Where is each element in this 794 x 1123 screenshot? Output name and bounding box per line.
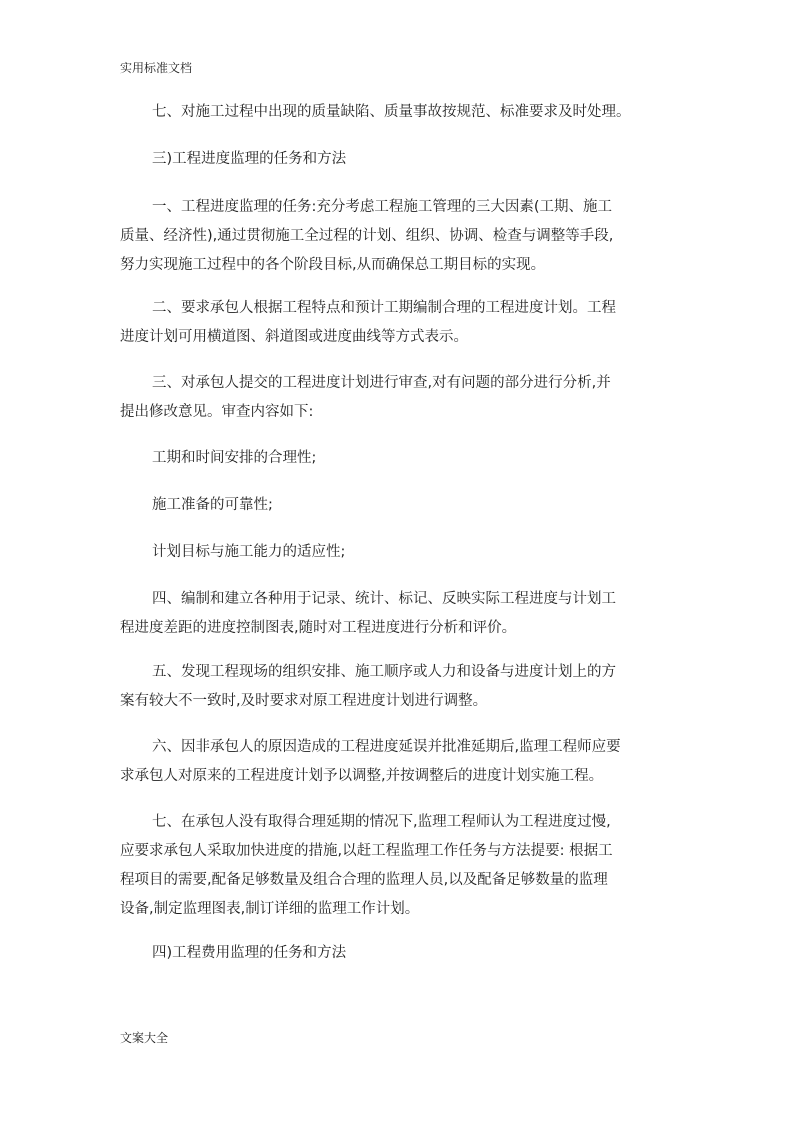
review-item-2 bbox=[120, 491, 680, 520]
paragraph-9 bbox=[120, 585, 680, 643]
paragraph-11 bbox=[120, 733, 680, 791]
paragraph-5 bbox=[120, 369, 680, 427]
paragraph-line: 三)工程进度监理的任务和方法 bbox=[152, 151, 347, 167]
paragraph-line: 三、对承包人提交的工程进度计划进行审查,对有问题的部分进行分析,并 bbox=[152, 375, 611, 391]
paragraph-3 bbox=[120, 193, 680, 280]
paragraph-line: 进度计划可用横道图、斜道图或进度曲线等方式表示。 bbox=[120, 329, 468, 345]
paragraph-line: 二、要求承包人根据工程特点和预计工期编制合理的工程进度计划。工程 bbox=[152, 300, 616, 316]
paragraph-line: 七、在承包人没有取得合理延期的情况下,监理工程师认为工程进度过慢, bbox=[152, 814, 611, 830]
paragraph-12 bbox=[120, 808, 680, 924]
paragraph-line: 应要求承包人采取加快进度的措施,以赶工程监理工作任务与方法提要: 根据工 bbox=[120, 843, 613, 859]
paragraph-line: 设备,制定监理图表,制订详细的监理工作计划。 bbox=[120, 901, 420, 917]
paragraph-line: 求承包人对原来的工程进度计划予以调整,并按调整后的进度计划实施工程。 bbox=[120, 768, 604, 784]
paragraph-line: 五、发现工程现场的组织安排、施工顺序或人力和设备与进度计划上的方 bbox=[152, 664, 616, 680]
paragraph-line: 程进度差距的进度控制图表,随时对工程进度进行分析和评价。 bbox=[120, 620, 517, 636]
page-header: 实用标准文档 bbox=[120, 61, 193, 75]
paragraph-line: 努力实现施工过程中的各个阶段目标,从而确保总工期目标的实现。 bbox=[120, 257, 546, 273]
paragraph-line: 提出修改意见。审查内容如下: bbox=[120, 404, 314, 420]
section-heading-progress bbox=[120, 145, 680, 174]
paragraph-line: 质量、经济性),通过贯彻施工全过程的计划、组织、协调、检查与调整等手段, bbox=[120, 228, 614, 244]
paragraph-line: 案有较大不一致时,及时要求对原工程进度计划进行调整。 bbox=[120, 693, 488, 709]
paragraph-4 bbox=[120, 294, 680, 352]
paragraph-line: 计划目标与施工能力的适应性; bbox=[152, 544, 346, 560]
paragraph-10 bbox=[120, 658, 680, 716]
paragraph-line: 工期和时间安排的合理性; bbox=[152, 450, 317, 466]
paragraph-line: 程项目的需要,配备足够数量及组合合理的监理人员,以及配备足够数量的监理 bbox=[120, 872, 608, 888]
review-item-3 bbox=[120, 538, 680, 567]
paragraph-line: 施工准备的可靠性; bbox=[152, 497, 273, 513]
section-heading-cost bbox=[120, 939, 680, 968]
paragraph-line: 四)工程费用监理的任务和方法 bbox=[152, 945, 347, 961]
review-item-1 bbox=[120, 444, 680, 473]
paragraph-line: 七、对施工过程中出现的质量缺陷、质量事故按规范、标准要求及时处理。 bbox=[152, 104, 631, 120]
page-footer: 文案大全 bbox=[120, 1031, 169, 1045]
paragraph-1 bbox=[120, 98, 680, 127]
paragraph-line: 六、因非承包人的原因造成的工程进度延误并批准延期后,监理工程师应要 bbox=[152, 739, 621, 755]
paragraph-line: 四、编制和建立各种用于记录、统计、标记、反映实际工程进度与计划工 bbox=[152, 591, 616, 607]
paragraph-line: 一、工程进度监理的任务:充分考虑工程施工管理的三大因素(工期、施工 bbox=[152, 199, 613, 215]
